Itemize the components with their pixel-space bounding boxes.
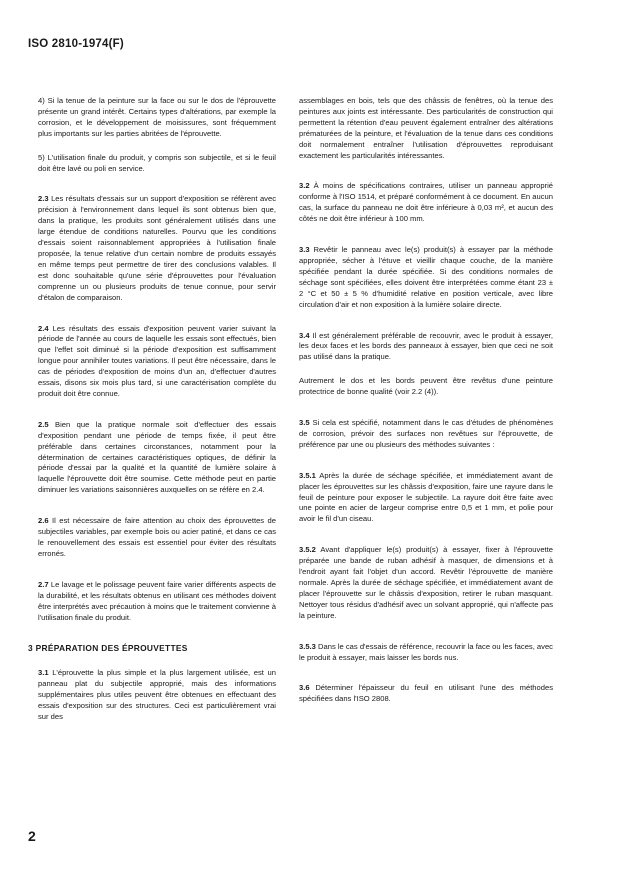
paragraph-item-5: 5) L'utilisation finale du produit, y compris son subjectile, et si le feuil doit être lavé ou poli en service. [38,152,276,173]
clause-number: 2.6 [38,516,49,526]
paragraph-3-1-continued: assemblages en bois, tels que des châssis de fenêtres, où la tenue des peintures aux joints est intéressante. Des particularités de construction qui permettent la rétention d'eau peuvent également entraîner des altérations prématurées de la peinture, et l'évaluation de la tenue dans ces conditions doit normalement entraîner l'utilisation d'éprouvettes reproduisant exactement les particularités intéressantes. [299,96,553,160]
clause-text: Les résultats d'essais sur un support d'exposition se réfèrent avec précision à l'environnement dans lequel ils sont obtenus bien que, dans la pratique, les produits sont généralement utilisés dans une large étendue de conditions naturelles. Pourvu que les conditions d'essais soient raisonnablement appropriées à l'utilisation finale proposée, la tenue relative d'un certain nombre de produits essayés en même temps peut permettre de tirer des conclusions valables. Il est donc souhaitable qu'une série d'éprouvettes pour l'évaluation comprenne un ou plusieurs produits de tenue connue, pour servir d'étalon de comparaison. [38,194,276,302]
page-number: 2 [28,828,36,844]
clause-number: 3.1 [38,668,49,678]
paragraph-2-6 [38,516,276,560]
clause-number: 3.6 [299,683,310,693]
paragraph-item-4: 4) Si la tenue de la peinture sur la face ou sur le dos de l'éprouvette présente un grand intérêt. Certains types d'altérations, par exemple la corrosion, et le développement de moisissures, sont fréquemment plus importants sur les parties abritées de l'éprouvette. [38,96,276,138]
section-title: 3 PRÉPARATION DES ÉPROUVETTES [28,643,188,654]
left-column [28,96,276,733]
clause-text: Bien que la pratique normale soit d'effectuer des essais d'exposition pendant une période de temps fixée, il peut être préférable dans certaines circonstances, notamment pour la détermination de certaines caractéristiques optiques, de définir la période d'essai par la qualité et la quantité de lumière solaire à laquelle l'éprouvette doit être soumise. Cette méthode peut en partie diminuer les variations saisonnières auxquelles on se réfère en 2.4. [38,419,276,495]
clause-text: Si cela est spécifié, notamment dans le cas d'études de phénomènes de corrosion, prévoir des surfaces non revêtues sur l'éprouvette, de préférence par une ou plusieurs des méthodes suivantes : [299,418,553,449]
right-column [299,96,553,715]
paragraph-2-3 [38,194,276,303]
clause-text: Le lavage et le polissage peuvent faire varier différents aspects de la durabilité, et les résultats obtenus en utilisant ces méthodes doivent être interprétés avec précaution à moins que le traitement convienne à l'utilisation finale du produit. [38,579,276,622]
clause-text: Revêtir le panneau avec le(s) produit(s) à essayer par la méthode appropriée, sécher à l'étuve et vieillir chaque couche, de la manière spécifiée pendant la durée spécifiée. Si des conditions normales de séchage sont spécifiées, elles doivent être interprétées comme étant 23 ± 2 °C et 50 ± 5 % d'humidité relative en position verticale, avec libre circulation d'air et non exposition à la lumière solaire directe. [299,245,553,309]
paragraph-3-4 [299,331,553,364]
clause-number: 2.5 [38,419,49,429]
paragraph-3-4-alt: Autrement le dos et les bords peuvent être revêtus d'une peinture protectrice de bonne qualité (voir 2.2 (4)). [299,376,553,397]
clause-number: 3.5 [299,418,310,428]
clause-number: 2.7 [38,579,49,589]
clause-text: À moins de spécifications contraires, utiliser un panneau approprié conforme à l'ISO 1514, et préparé conformément à ce document. En aucun cas, la surface du panneau ne doit être inférieure à 0,03 m², et aucun des côtés ne doit être inférieur à 100 mm. [299,181,553,224]
clause-text: Il est nécessaire de faire attention au choix des éprouvettes de subjectiles variables, par exemple bois ou acier patiné, et dans ce cas le renouvellement des essais est essentiel pour éviter des résultats erronés. [38,516,276,558]
paragraph-3-5 [299,418,553,451]
clause-number: 3.5.2 [299,545,316,555]
paragraph-2-5 [38,420,276,496]
clause-text: Dans le cas d'essais de référence, recouvrir la face ou les faces, avec le produit à essayer, mais laisser les bords nus. [299,641,553,662]
clause-text: Déterminer l'épaisseur du feuil en utilisant l'une des méthodes spécifiées dans l'ISO 2808. [299,683,553,704]
paragraph-3-2 [299,181,553,225]
paragraph-3-5-1 [299,471,553,526]
clause-text: Avant d'appliquer le(s) produit(s) à essayer, fixer à l'éprouvette préparée une bande de ruban adhésif à masquer, de dimensions et à l'endroit ayant fait l'objet d'un accord. Revêtir l'éprouvette de manière normale. Après la durée de séchage spécifiée, et immédiatement avant de placer l'éprouvette sur le châssis d'exposition, retirer le ruban masquant. Nettoyer tous résidus d'adhésif avec un solvant approprié, qui n'affecte pas la peinture. [299,545,553,620]
clause-number: 3.5.3 [299,641,316,651]
paragraph-3-1 [38,668,276,723]
paragraph-2-4 [38,324,276,400]
clause-text: Les résultats des essais d'exposition peuvent varier suivant la période de l'année au cours de laquelle les essais sont effectués, bien que l'effet soit diminué si la période d'exposition est suffisamment longue pour annihiler toutes variations. Il peut être nécessaire, dans le cas de périodes d'exposition de moins d'un an, d'effectuer d'autres essais, disons six mois plus tard, si une caractérisation complète du produit doit être connue. [38,323,276,398]
clause-number: 2.4 [38,323,49,333]
paragraph-3-6 [299,683,553,705]
clause-text: Après la durée de séchage spécifiée, et immédiatement avant de placer les éprouvettes sur les châssis d'exposition, faire une rayure dans le feuil de peinture pour exposer le subjectile. La rayure doit être faite avec une pointe en acier de largeur comprise entre 0,5 et 1 mm, et polie pour avoir le fil d'un ciseau. [299,470,553,524]
clause-number: 3.5.1 [299,470,316,480]
paragraph-3-5-3 [299,642,553,664]
clause-number: 3.2 [299,181,310,191]
paragraph-2-7 [38,580,276,624]
clause-number: 3.4 [299,330,310,340]
clause-number: 2.3 [38,194,49,204]
clause-text: Il est généralement préférable de recouvrir, avec le produit à essayer, les deux faces et les bords des panneaux à essayer, bien que ceci ne soit pas utilisé dans la pratique. [299,330,553,362]
clause-number: 3.3 [299,245,310,255]
standard-header: ISO 2810-1974(F) [28,38,124,50]
paragraph-3-5-2 [299,545,553,621]
clause-text: L'éprouvette la plus simple et la plus largement utilisée, est un panneau plat du subjectile approprié, mais des informations supplémentaires plus utiles peuvent être obtenues en effectuant des essais d'exposition sur des structures. Ceci est particulièrement vrai sur des [38,668,276,721]
paragraph-3-3 [299,245,553,310]
